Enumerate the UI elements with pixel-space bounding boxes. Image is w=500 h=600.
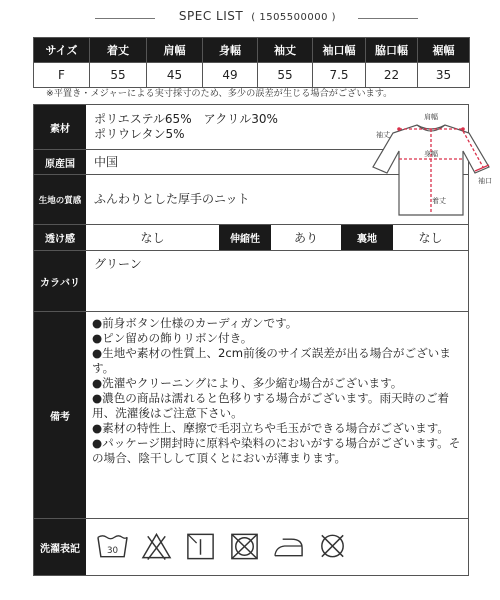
material-label: 素材 [34, 105, 86, 149]
garment-diagram [371, 107, 500, 227]
shoulder-point-left [397, 127, 401, 131]
size-header-cell: 袖丈 [258, 38, 313, 63]
size-header-cell: 脇口幅 [366, 38, 418, 63]
color-value: グリーン [94, 257, 142, 271]
size-cell: 22 [366, 63, 418, 88]
body-width-text: 身幅 [424, 150, 438, 158]
line-dry-icon [184, 531, 217, 561]
size-note: ※平置き・メジャーによる実寸採寸のため、多少の誤差が生じる場合がございます。 [46, 88, 393, 99]
washing-label: 洗濯表記 [34, 519, 86, 575]
sleeve-text: 袖丈 [376, 131, 390, 139]
remarks-label: 備考 [34, 312, 86, 518]
wash-temperature: 30 [106, 545, 119, 556]
washing-row [33, 519, 469, 576]
size-table-header-row [34, 38, 470, 63]
no-bleach-icon [140, 531, 173, 561]
sheer-label: 透け感 [34, 225, 86, 250]
table-row [34, 63, 470, 88]
color-row [33, 251, 469, 312]
stretch-label: 伸縮性 [219, 225, 271, 250]
texture-value: ふんわりとした厚手のニット [94, 192, 250, 206]
size-cell: 55 [258, 63, 313, 88]
spec-header [0, 7, 500, 29]
origin-value: 中国 [94, 155, 119, 169]
wash-icons [96, 531, 349, 561]
size-header-cell: 袖口幅 [313, 38, 366, 63]
iron-icon [272, 531, 305, 561]
remarks-row [33, 312, 469, 519]
properties-row [33, 225, 469, 251]
color-label: カラバリ [34, 251, 86, 311]
size-cell: 55 [90, 63, 147, 88]
size-cell: 49 [203, 63, 258, 88]
header-divider-left [95, 18, 155, 19]
sheer-value: なし [140, 231, 165, 245]
remark-item: ●素材の特性上、摩擦で毛羽立ちや毛玉ができる場合がございます。 [92, 421, 450, 435]
cuff-text: 袖口 [478, 177, 492, 185]
spec-table [33, 104, 492, 576]
size-cell: F [34, 63, 90, 88]
remark-item: ●前身ボタン仕様のカーディガンです。 [92, 316, 298, 330]
material-value [94, 112, 278, 142]
product-code: 1505500000 [259, 12, 328, 23]
material-line-2: ポリウレタン5% [94, 127, 185, 141]
remarks-text [92, 316, 464, 466]
size-cell: 45 [147, 63, 203, 88]
size-cell: 7.5 [313, 63, 366, 88]
origin-label: 原産国 [34, 150, 86, 174]
spec-title [160, 9, 355, 23]
header-divider-right [358, 18, 418, 19]
lining-value: なし [418, 231, 443, 245]
size-header-cell: 裾幅 [418, 38, 470, 63]
size-header-cell: 着丈 [90, 38, 147, 63]
size-table [33, 37, 470, 88]
wash-30-icon [96, 531, 129, 561]
remark-item: ●生地や素材の性質上、2cm前後のサイズ誤差が出る場合がございます。 [92, 346, 451, 375]
lining-label: 裏地 [341, 225, 393, 250]
remark-item: ●パッケージ開封時に原料や染料のにおいがする場合がございます。その場合、陰干しして頂くとにおいが薄まります。 [92, 436, 461, 465]
spec-title-text: SPEC LIST [178, 9, 244, 23]
material-line-1: ポリエステル65% アクリル30% [94, 112, 278, 126]
code-open: ( [251, 12, 256, 23]
remark-item: ●洗濯やクリーニングにより、多少縮む場合がございます。 [92, 376, 403, 390]
size-header-cell: 肩幅 [147, 38, 203, 63]
code-close: ) [331, 12, 337, 23]
no-dry-clean-icon [316, 531, 349, 561]
shoulder-text: 肩幅 [424, 113, 438, 121]
shoulder-point-right [461, 127, 465, 131]
stretch-value: あり [293, 231, 318, 245]
remark-item: ●ピン留めの飾りリボン付き。 [92, 331, 253, 345]
no-tumble-dry-icon [228, 531, 261, 561]
length-text: 着丈 [432, 197, 446, 205]
size-header-cell: サイズ [34, 38, 90, 63]
remark-item: ●濃色の商品は濡れると色移りする場合がございます。雨天時のご着用、洗濯後はご注意下さい。 [92, 391, 450, 420]
size-cell: 35 [418, 63, 470, 88]
texture-label: 生地の質感 [34, 175, 86, 224]
size-header-cell: 身幅 [203, 38, 258, 63]
